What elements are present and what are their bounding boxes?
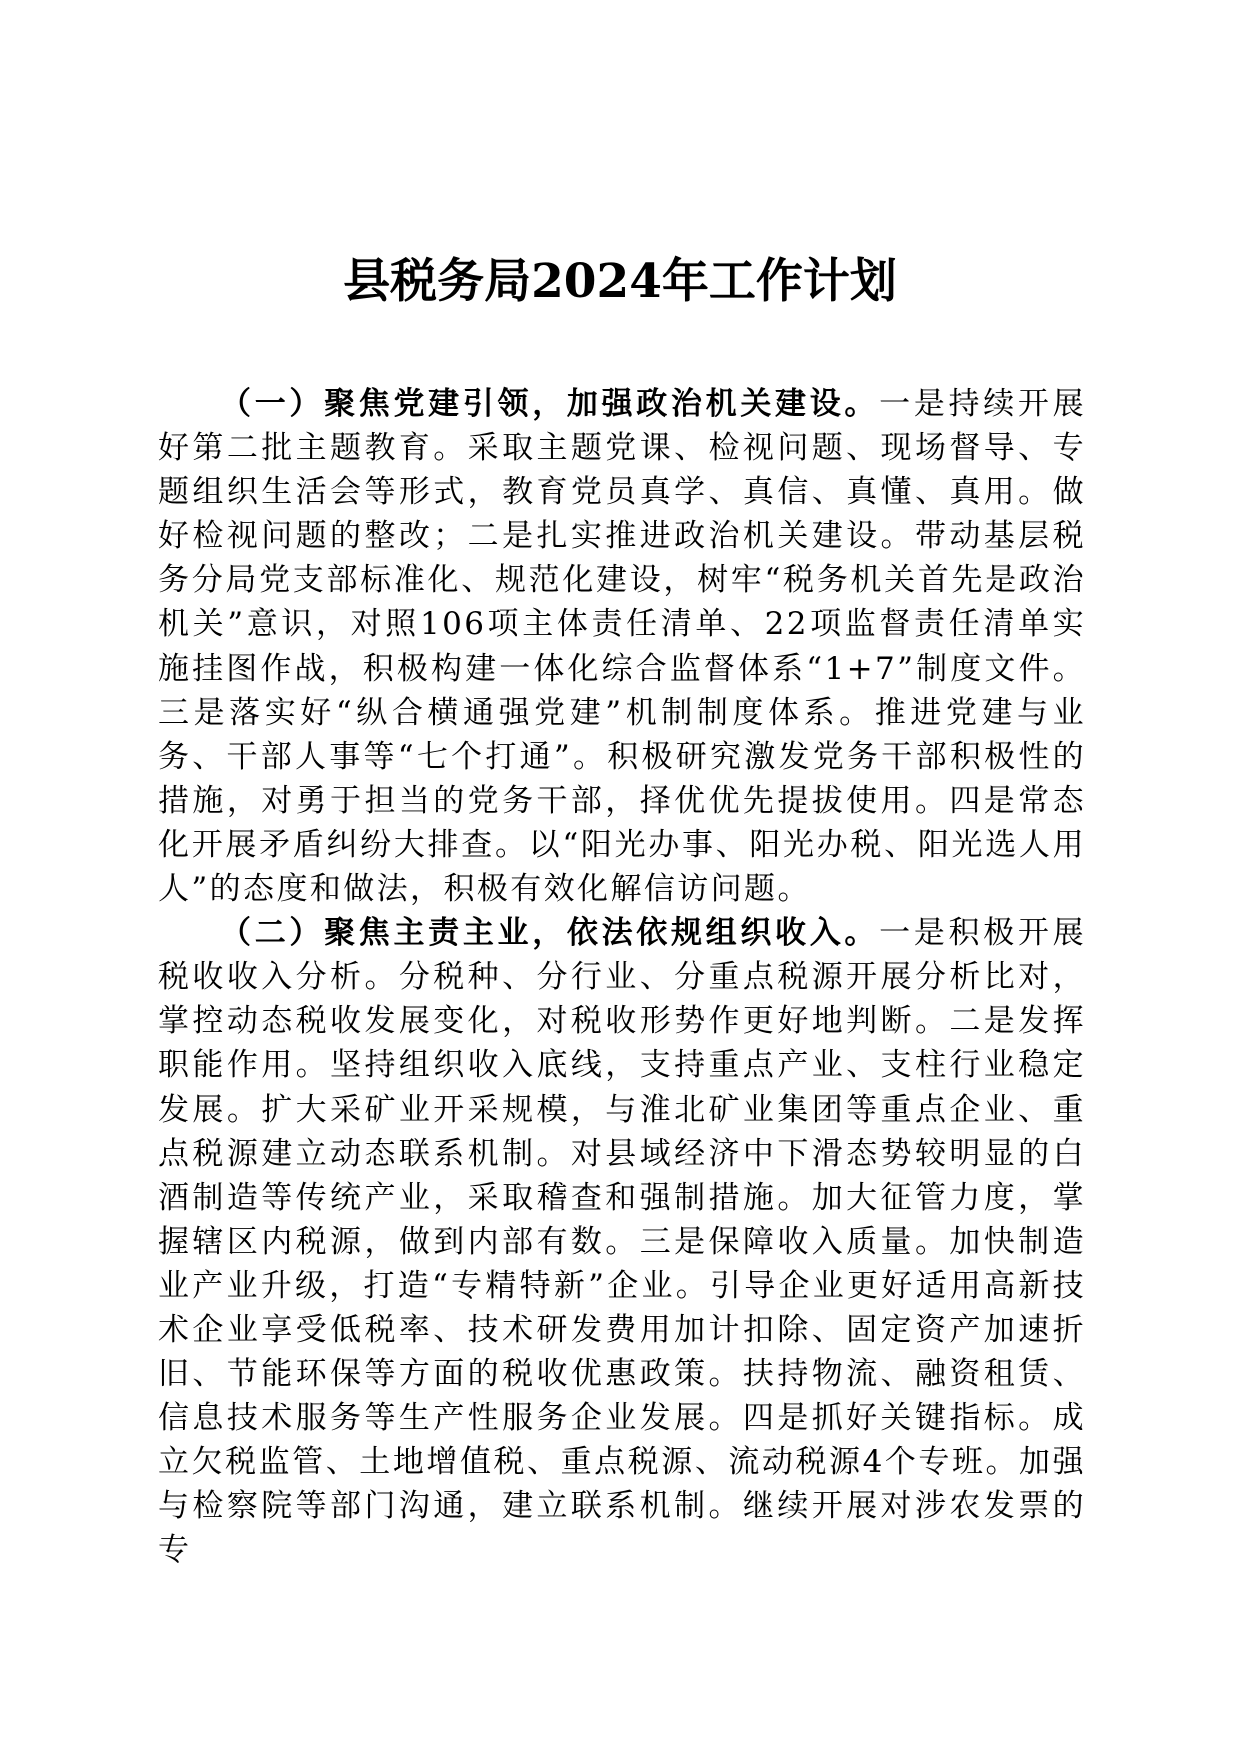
paragraph-text: 一是持续开展好第二批主题教育。采取主题党课、检视问题、现场督导、专题组织生活会等形式，教育党员真学、真信、真懂、真用。做好检视问题的整改；二是扎实推进政治机关建设。带动基层税务分局党支部标准化、规范化建设，树牢“税务机关首先是政治机关”意识，对照106项主体责任清单、22项监督责任清单实施挂图作战，积极构建一体化综合监督体系“1+7”制度文件。三是落实好“纵合横通强党建”机制制度体系。推进党建与业务、干部人事等“七个打通”。积极研究激发党务干部积极性的措施，对勇于担当的党务干部，择优优先提拔使用。四是常态化开展矛盾纠纷大排查。以“阳光办事、阳光办税、阳光选人用人”的态度和做法，积极有效化解信访问题。 — [158, 386, 1086, 908]
paragraph-revenue — [158, 911, 1086, 1572]
paragraph-heading: （二）聚焦主责主业，依法依规组织收入。 — [220, 915, 880, 952]
paragraph-text: 一是积极开展税收收入分析。分税种、分行业、分重点税源开展分析比对，掌控动态税收发展变化，对税收形势作更好地判断。二是发挥职能作用。坚持组织收入底线，支持重点产业、支柱行业稳定发展。扩大采矿业开采规模，与淮北矿业集团等重点企业、重点税源建立动态联系机制。对县域经济中下滑态势较明显的白酒制造等传统产业，采取稽查和强制措施。加大征管力度，掌握辖区内税源，做到内部有数。三是保障收入质量。加快制造业产业升级，打造“专精特新”企业。引导企业更好适用高新技术企业享受低税率、技术研发费用加计扣除、固定资产加速折旧、节能环保等方面的税收优惠政策。扶持物流、融资租赁、信息技术服务等生产性服务企业发展。四是抓好关键指标。成立欠税监管、土地增值税、重点税源、流动税源4个专班。加强与检察院等部门沟通，建立联系机制。继续开展对涉农发票的专 — [158, 915, 1086, 1569]
document-title: 县税务局2024年工作计划 — [343, 254, 897, 309]
paragraph-party-building — [158, 382, 1086, 911]
paragraph-heading: （一）聚焦党建引领，加强政治机关建设。 — [220, 386, 880, 422]
document-body — [158, 382, 1086, 1573]
